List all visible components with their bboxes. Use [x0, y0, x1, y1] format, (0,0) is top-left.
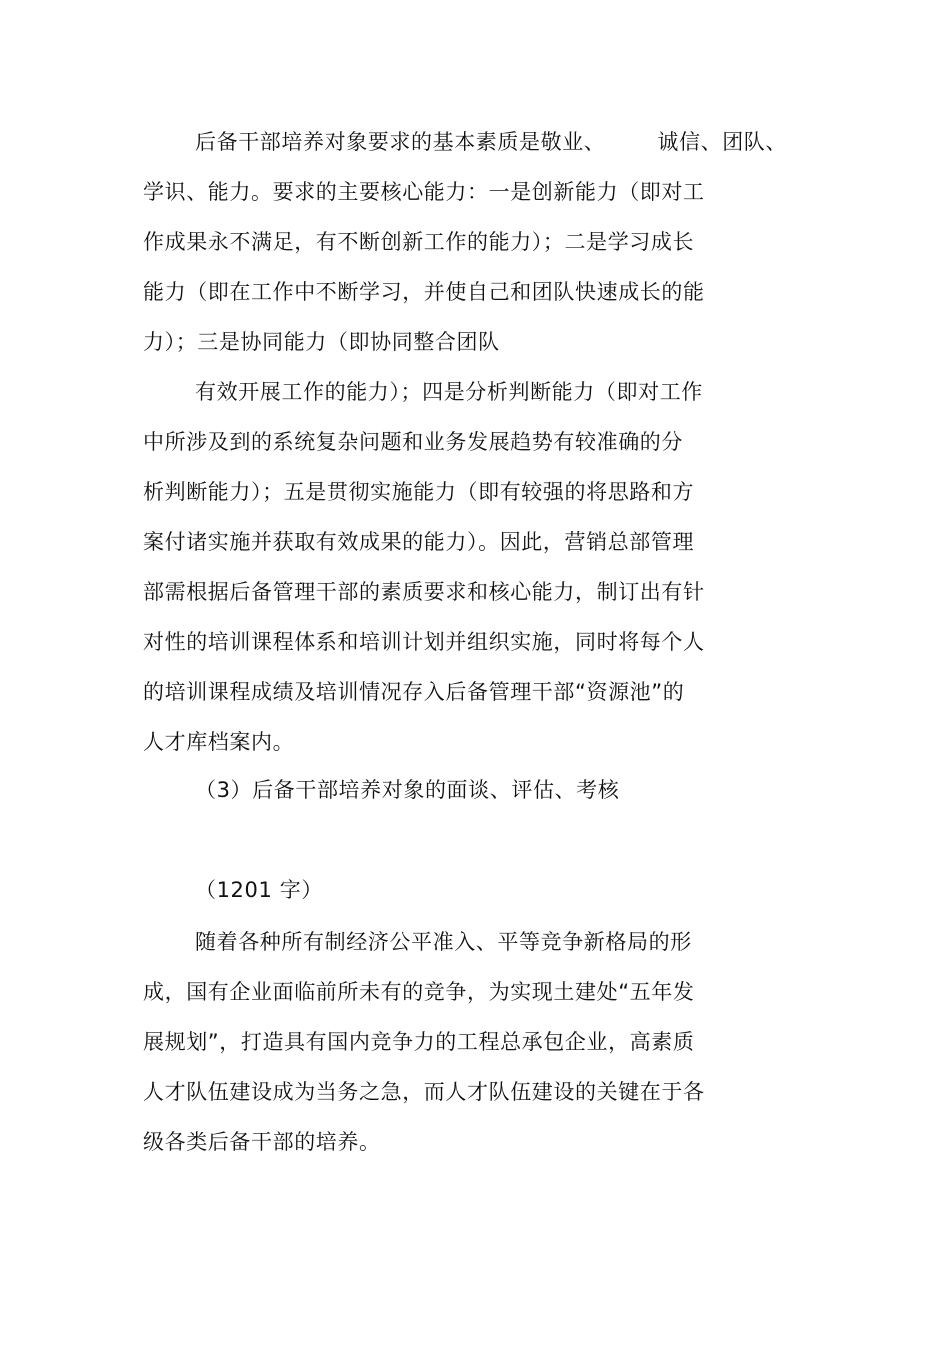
- word-count: （1201 字）: [195, 878, 323, 902]
- paragraph-3-line-2: 成，国有企业面临前所未有的竞争，为实现土建处“五年发: [143, 980, 695, 1004]
- paragraph-2-line-3: 析判断能力）；五是贯彻实施能力（即有较强的将思路和方: [143, 480, 695, 504]
- paragraph-2-line-5: 部需根据后备管理干部的素质要求和核心能力，制订出有针: [143, 580, 705, 604]
- paragraph-1-line-2: 学识、能力。要求的主要核心能力：一是创新能力（即对工: [143, 180, 705, 204]
- paragraph-1-line-4: 能力（即在工作中不断学习，并使自己和团队快速成长的能: [143, 280, 705, 304]
- paragraph-2-line-6: 对性的培训课程体系和培训计划并组织实施，同时将每个人: [143, 630, 705, 654]
- paragraph-2-line-8: 人才库档案内。: [143, 730, 295, 754]
- paragraph-3-line-3: 展规划”，打造具有国内竞争力的工程总承包企业，高素质: [143, 1030, 695, 1054]
- paragraph-2-line-7: 的培训课程成绩及培训情况存入后备管理干部“资源池”的: [143, 680, 685, 704]
- paragraph-1-line-1-part-b: 诚信、团队、: [657, 130, 788, 154]
- paragraph-1-line-5: 力）；三是协同能力（即协同整合团队: [143, 330, 500, 354]
- paragraph-3-line-1: 随着各种所有制经济公平准入、平等竞争新格局的形: [195, 930, 692, 954]
- section-heading: （3）后备干部培养对象的面谈、评估、考核: [195, 778, 620, 802]
- paragraph-3-line-5: 级各类后备干部的培养。: [143, 1130, 381, 1154]
- paragraph-2-line-2: 中所涉及到的系统复杂问题和业务发展趋势有较准确的分: [143, 430, 683, 454]
- paragraph-2-line-1: 有效开展工作的能力）；四是分析判断能力（即对工作: [195, 380, 703, 404]
- paragraph-1-line-1-part-a: 后备干部培养对象要求的基本素质是敬业、: [195, 130, 606, 154]
- paragraph-3-line-4: 人才队伍建设成为当务之急，而人才队伍建设的关键在于各: [143, 1080, 705, 1104]
- paragraph-1-line-1: [195, 127, 787, 157]
- paragraph-2-line-4: 案付诸实施并获取有效成果的能力）。因此，营销总部管理: [143, 530, 695, 554]
- paragraph-1-line-3: 作成果永不满足，有不断创新工作的能力）；二是学习成长: [143, 230, 695, 254]
